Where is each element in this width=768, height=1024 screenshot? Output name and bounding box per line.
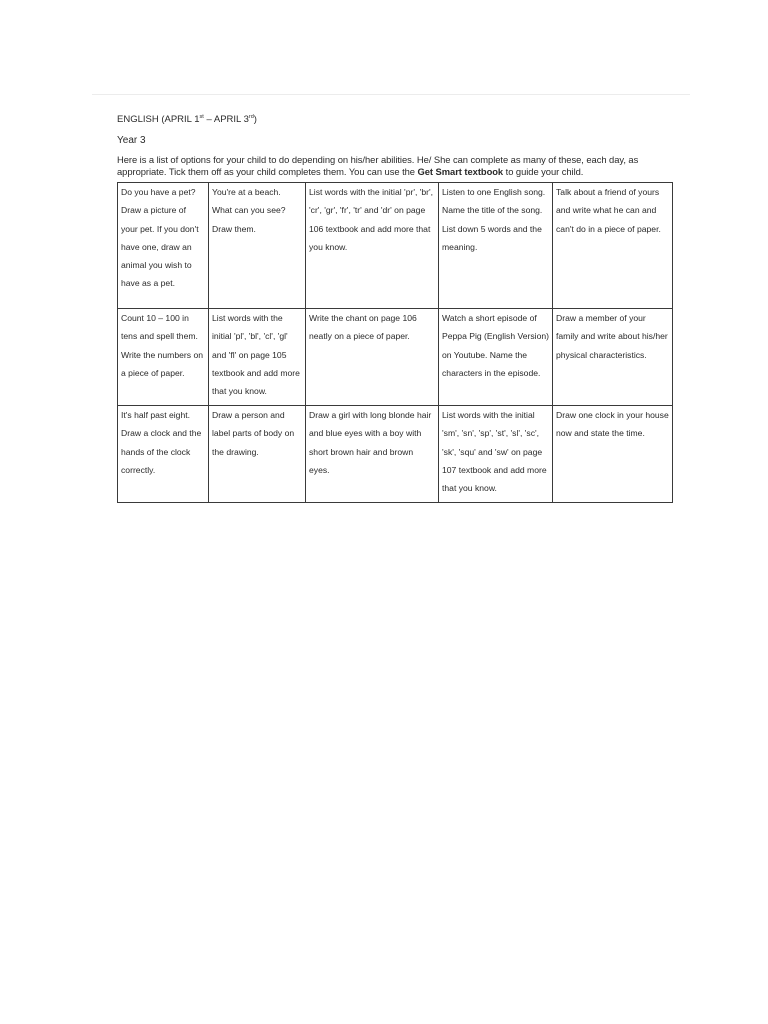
table-cell: Listen to one English song. Name the title of the song. List down 5 words and the meaning.: [439, 183, 553, 309]
document-title: ENGLISH (APRIL 1st – APRIL 3rd): [117, 113, 257, 125]
table-cell: List words with the initial 'sm', 'sn', 'sp', 'st', 'sl', 'sc', 'sk', 'squ' and 'sw' on page 107 textbook and add more that you know.: [439, 406, 553, 503]
table-cell: Draw a person and label parts of body on the drawing.: [209, 406, 306, 503]
intro-paragraph: Here is a list of options for your child to do depending on his/her abilities. He/ She can complete as many of these, each day, as appropriate. Tick them off as your child completes them. You can use the Get Smart textbook to guide your child.: [117, 154, 639, 177]
table-cell: You're at a beach. What can you see? Draw them.: [209, 183, 306, 309]
table-cell: List words with the initial 'pl', 'bl', 'cl', 'gl' and 'fl' on page 105 textbook and add more that you know.: [209, 309, 306, 406]
table-cell: Talk about a friend of yours and write what he can and can't do in a piece of paper.: [553, 183, 673, 309]
table-cell: Draw a girl with long blonde hair and blue eyes with a boy with short brown hair and brown eyes.: [306, 406, 439, 503]
table-row: [118, 309, 673, 406]
table-row: [118, 183, 673, 309]
table-cell: It's half past eight. Draw a clock and the hands of the clock correctly.: [118, 406, 209, 503]
table-row: [118, 406, 673, 503]
year-label: Year 3: [117, 135, 146, 146]
table-cell: Do you have a pet? Draw a picture of your pet. If you don't have one, draw an animal you wish to have as a pet.: [118, 183, 209, 309]
page-top-rule: [92, 94, 690, 95]
table-cell: List words with the initial 'pr', 'br', 'cr', 'gr', 'fr', 'tr' and 'dr' on page 106 textbook and add more that you know.: [306, 183, 439, 309]
table-cell: Write the chant on page 106 neatly on a piece of paper.: [306, 309, 439, 406]
table-cell: Draw a member of your family and write about his/her physical characteristics.: [553, 309, 673, 406]
activity-table: [117, 182, 673, 503]
table-cell: Count 10 – 100 in tens and spell them. Write the numbers on a piece of paper.: [118, 309, 209, 406]
table-cell: Draw one clock in your house now and state the time.: [553, 406, 673, 503]
table-cell: Watch a short episode of Peppa Pig (English Version) on Youtube. Name the characters in the episode.: [439, 309, 553, 406]
document-body: [117, 114, 673, 503]
textbook-name: Get Smart textbook: [417, 166, 504, 177]
